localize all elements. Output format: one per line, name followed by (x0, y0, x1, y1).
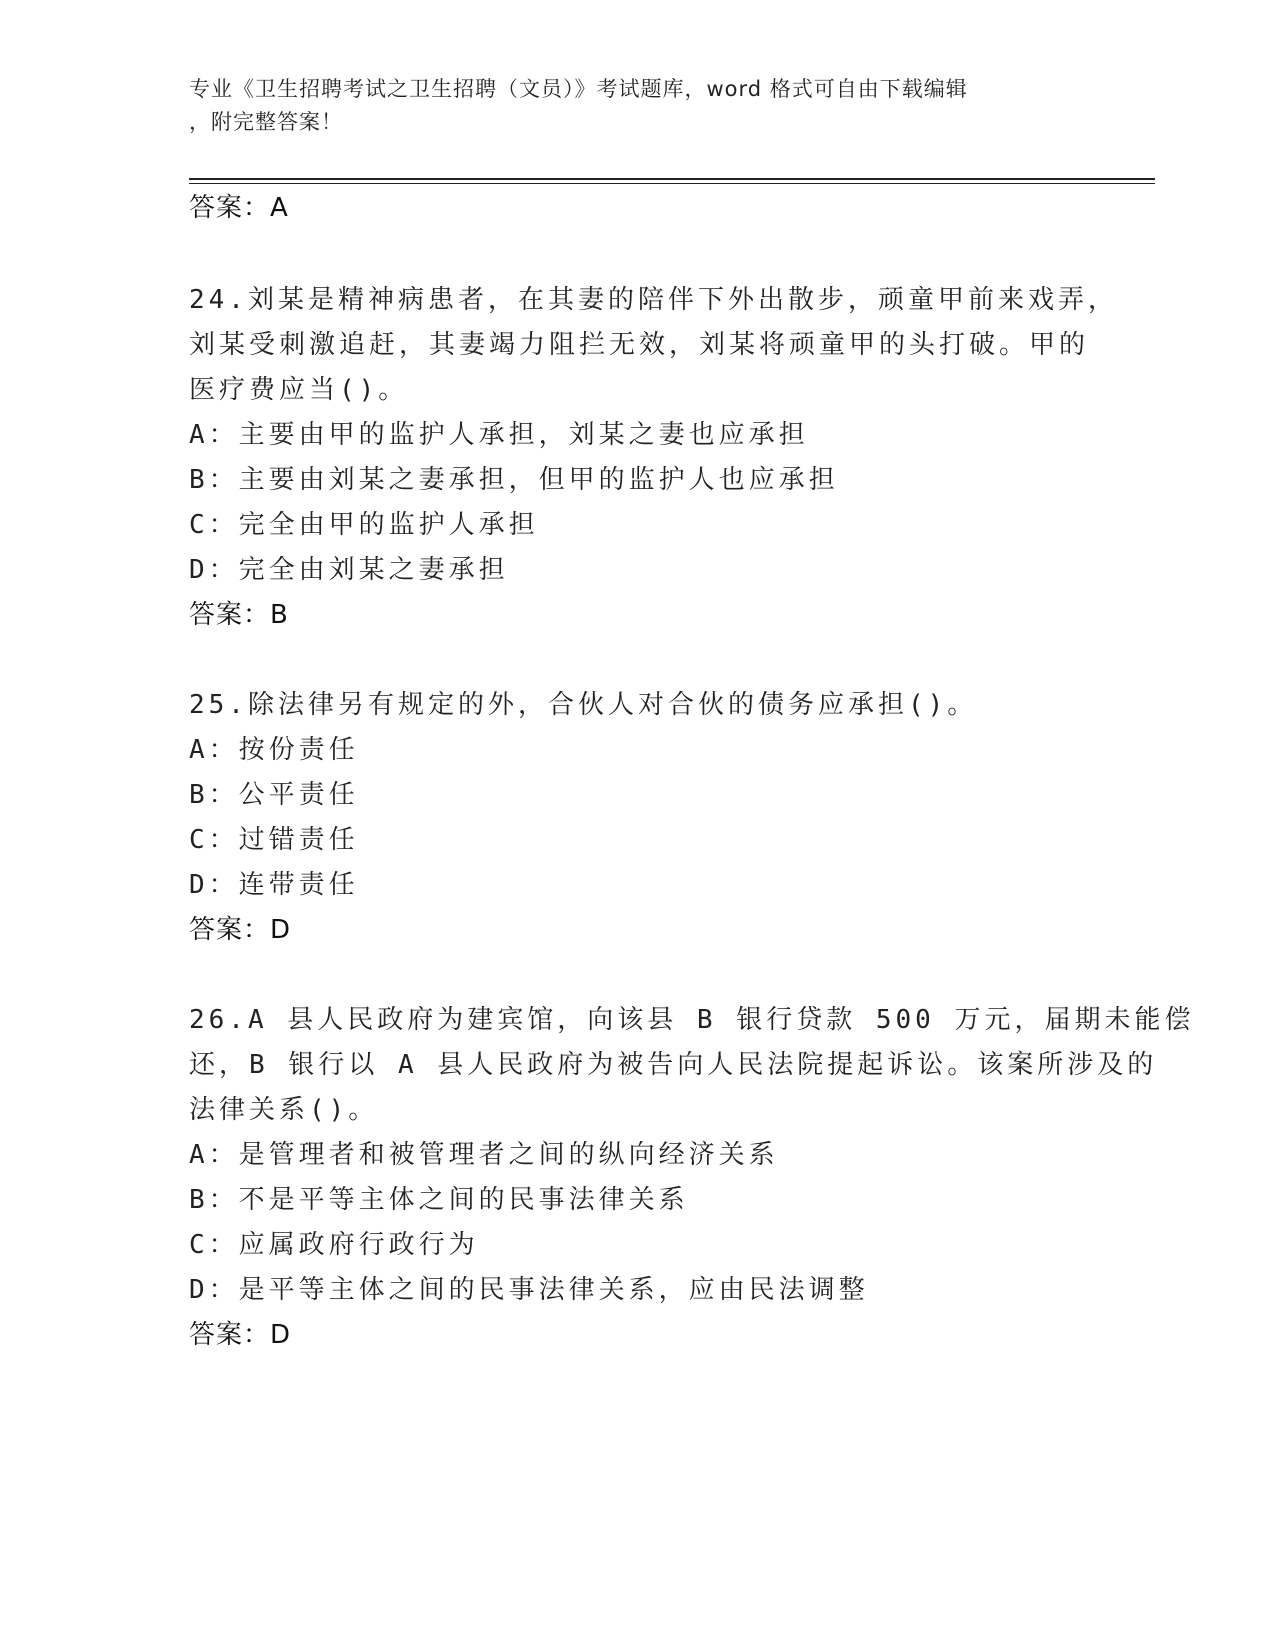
question-24-stem-line-2: 刘某受刺激追赶，其妻竭力阻拦无效，刘某将顽童甲的头打破。甲的 (189, 330, 1090, 360)
question-26-option-b: B：不是平等主体之间的民事法律关系 (189, 1185, 689, 1215)
question-25-option-c: C：过错责任 (189, 825, 359, 855)
question-25-stem-line-1: 25.除法律另有规定的外，合伙人对合伙的债务应承担()。 (189, 690, 978, 720)
question-26-stem-line-2: 还，B 银行以 A 县人民政府为被告向人民法院提起诉讼。该案所涉及的 (189, 1050, 1158, 1080)
question-24-stem-line-3: 医疗费应当()。 (189, 375, 409, 405)
answer-line: 答案：A (189, 193, 289, 223)
question-26-answer: 答案：D (189, 1320, 292, 1350)
question-24-option-c: C：完全由甲的监护人承担 (189, 510, 539, 540)
question-26-option-a: A：是管理者和被管理者之间的纵向经济关系 (189, 1140, 779, 1170)
document-header (189, 73, 1089, 139)
question-26-option-c: C：应属政府行政行为 (189, 1230, 479, 1260)
question-24-option-b: B：主要由刘某之妻承担，但甲的监护人也应承担 (189, 465, 839, 495)
question-24-stem-line-1: 24.刘某是精神病患者，在其妻的陪伴下外出散步，顽童甲前来戏弄， (189, 285, 1118, 315)
question-25-answer: 答案：D (189, 915, 292, 945)
header-line-1: 专业《卫生招聘考试之卫生招聘（文员）》考试题库，word 格式可自由下载编辑 (189, 77, 968, 101)
header-line-2: ，附完整答案！ (189, 110, 343, 134)
question-25-option-a: A：按份责任 (189, 735, 359, 765)
header-rule-thin (189, 183, 1155, 184)
question-24-answer: 答案：B (189, 600, 289, 630)
question-24-option-a: A：主要由甲的监护人承担，刘某之妻也应承担 (189, 420, 809, 450)
question-25-option-b: B：公平责任 (189, 780, 359, 810)
question-24-option-d: D：完全由刘某之妻承担 (189, 555, 509, 585)
header-rule-thick (189, 178, 1155, 180)
question-26-stem-line-1: 26.A 县人民政府为建宾馆，向该县 B 银行贷款 500 万元，届期未能偿 (189, 1005, 1195, 1035)
question-25-option-d: D：连带责任 (189, 870, 359, 900)
question-26-option-d: D：是平等主体之间的民事法律关系，应由民法调整 (189, 1275, 869, 1305)
question-26-stem-line-3: 法律关系()。 (189, 1095, 379, 1125)
